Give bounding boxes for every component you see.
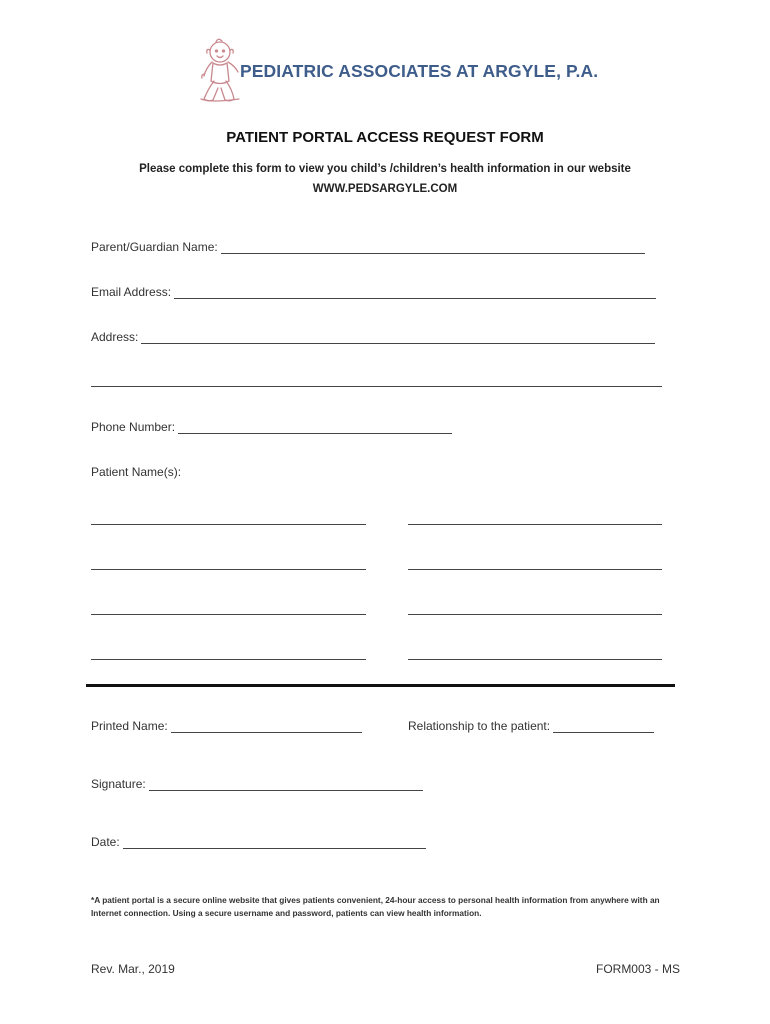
baby-mascot-icon: [196, 36, 244, 106]
relationship-field[interactable]: [553, 720, 654, 733]
org-logo: [196, 36, 599, 106]
patient-name-field[interactable]: [408, 659, 662, 660]
website-url: WWW.PEDSARGYLE.COM: [312, 183, 458, 195]
patient-name-field[interactable]: [408, 524, 662, 525]
patient-name-field[interactable]: [408, 614, 662, 615]
guardian-name-field[interactable]: [221, 241, 645, 254]
printed-name-field[interactable]: [171, 720, 362, 733]
printed-name-label: Printed Name:: [91, 719, 168, 733]
form-intro: Please complete this form to view you child’s /children’s health information in our website: [139, 163, 631, 175]
relationship-row: [408, 719, 654, 733]
signature-label: Signature:: [91, 777, 146, 791]
date-row: [91, 835, 426, 849]
address-line-2-field[interactable]: [91, 386, 662, 387]
address-field[interactable]: [141, 331, 655, 344]
portal-footnote: *A patient portal is a secure online website that gives patients convenient, 24-hour access to personal health information from anywhere with an Internet connection. Using a secure username and password, patients can view health information.: [91, 895, 660, 918]
section-divider: [86, 684, 675, 687]
phone-label: Phone Number:: [91, 420, 176, 434]
email-row: [91, 285, 656, 299]
email-field[interactable]: [174, 286, 656, 299]
date-field[interactable]: [123, 836, 426, 849]
patient-name-field[interactable]: [91, 524, 366, 525]
patient-names-label: Patient Name(s):: [91, 465, 182, 479]
patient-names-row: [91, 465, 181, 479]
signature-field[interactable]: [149, 778, 423, 791]
relationship-label: Relationship to the patient:: [408, 719, 551, 733]
patient-name-field[interactable]: [408, 569, 662, 570]
phone-row: [91, 420, 452, 434]
printed-name-row: [91, 719, 362, 733]
address-label: Address:: [91, 330, 139, 344]
revision-date: Rev. Mar., 2019: [91, 962, 175, 976]
form-title: PATIENT PORTAL ACCESS REQUEST FORM: [226, 129, 544, 146]
address-row: [91, 330, 655, 344]
guardian-name-label: Parent/Guardian Name:: [91, 240, 218, 254]
guardian-name-row: [91, 240, 645, 254]
signature-row: [91, 777, 423, 791]
form-code: FORM003 - MS: [595, 962, 680, 976]
email-label: Email Address:: [91, 285, 172, 299]
date-label: Date:: [91, 835, 120, 849]
org-name: PEDIATRIC ASSOCIATES AT ARGYLE, P.A.: [240, 61, 599, 81]
patient-name-field[interactable]: [91, 659, 366, 660]
patient-name-field[interactable]: [91, 569, 366, 570]
phone-field[interactable]: [178, 421, 452, 434]
patient-name-field[interactable]: [91, 614, 366, 615]
